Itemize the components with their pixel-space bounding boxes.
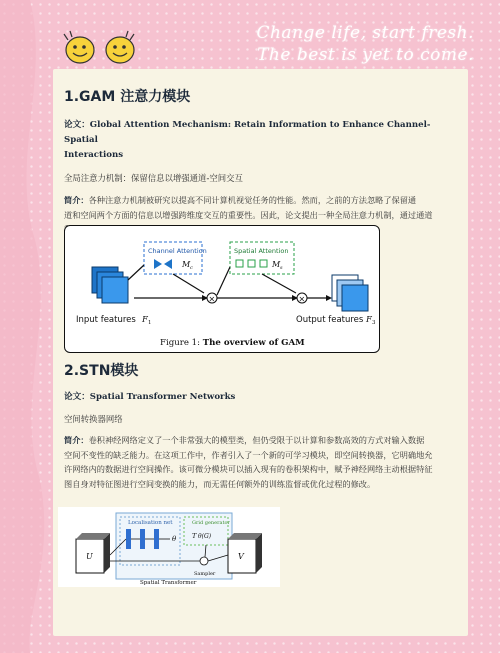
sampler-node <box>200 557 208 565</box>
banner-line-1: Change life, start fresh. <box>256 23 474 43</box>
output-features-label: Output features <box>296 315 364 325</box>
section-heading-stn: 2.STN模块 <box>64 363 139 379</box>
intro-gam: 简介：各种注意力机制被研究以提高不同计算机视觉任务的性能。然而，之前的方法忽略了保留通 道和空间两个方面的信息以增强跨维度交互的重要性。因此，论文提出一种全局注意力机制，通过通道 <box>64 195 433 220</box>
spatial-attention-label: Spatial Attention <box>234 247 289 255</box>
paper-title-gam: 论文：Global Attention Mechanism: Retain Information to Enhance Channel-Spatial Interactions <box>64 120 431 160</box>
channel-attention-icon <box>154 259 162 269</box>
intro-stn: 简介：卷积神经网络定义了一个非常强大的模型类，但仍受限于以计算和参数高效的方式对输入数据 空间不变性的缺乏能力。在这项工作中，作者引入了一个新的可学习模块，即空间转换器，它明确地允 许网络内的数据进行空间操作。该可微分模块可以插入现有的卷积架构中，赋予神经网络主动根据特征 图自身对特征图进行空间变换的能力，而无需任何额外的训练监督或优化过程的修改。 <box>64 435 433 489</box>
section-stn <box>64 360 459 491</box>
tau-symbol: T <box>192 532 197 540</box>
loc-layer-1 <box>126 529 131 549</box>
svg-text:3: 3 <box>372 320 376 326</box>
svg-text:s: s <box>280 265 283 271</box>
svg-text:θ(G): θ(G) <box>198 533 212 540</box>
localisation-net-label: Localisation net <box>128 520 173 526</box>
theta-symbol: θ <box>172 535 177 543</box>
svg-text:c: c <box>190 265 193 271</box>
section-gam <box>64 80 459 237</box>
v-label: V <box>238 552 244 561</box>
loc-layer-3 <box>154 529 159 549</box>
paper-label: 论文： <box>64 392 90 402</box>
figure-1-caption: Figure 1: The overview of GAM <box>160 338 305 348</box>
spatial-transformer-caption: Spatial Transformer <box>140 580 197 586</box>
input-features-label: Input features <box>76 315 136 325</box>
banner-line-2: The best is yet to come. <box>257 45 474 65</box>
section-heading-gam: 1.GAM 注意力模块 <box>64 89 191 105</box>
smiley-mascots-decoration <box>62 30 142 70</box>
output-feature-cubes <box>332 275 368 311</box>
svg-text:F: F <box>366 315 372 325</box>
mc-symbol: M <box>182 260 191 269</box>
subtitle-stn: 空间转换器网络 <box>64 414 123 424</box>
sampler-label: Sampler <box>194 571 216 577</box>
channel-attention-label: Channel Attention <box>148 247 207 255</box>
svg-text:1: 1 <box>148 320 152 326</box>
smiley-left-icon <box>64 31 94 63</box>
paper-label: 论文： <box>64 120 90 130</box>
stn-diagram <box>58 507 280 587</box>
u-label: U <box>86 552 93 561</box>
decorative-wave <box>0 0 60 653</box>
svg-text:×: × <box>298 294 306 304</box>
input-feature-cubes <box>92 267 128 303</box>
banner-slogan <box>256 22 474 66</box>
intro-label: 简介： <box>64 435 89 445</box>
svg-text:×: × <box>208 294 216 304</box>
intro-label: 简介： <box>64 195 89 205</box>
paper-title-stn: 论文：Spatial Transformer Networks <box>64 392 236 402</box>
subtitle-gam: 全局注意力机制：保留信息以增强通道-空间交互 <box>64 173 243 183</box>
ms-symbol: M <box>272 260 281 269</box>
spatial-transformer-figure <box>58 507 280 587</box>
spatial-attention-icon <box>236 260 267 267</box>
gam-overview-figure <box>64 225 380 353</box>
svg-text:F: F <box>142 315 148 325</box>
smiley-right-icon <box>106 31 134 63</box>
grid-generator-label: Grid generator <box>192 520 230 526</box>
loc-layer-2 <box>140 529 145 549</box>
gam-diagram <box>64 225 380 353</box>
